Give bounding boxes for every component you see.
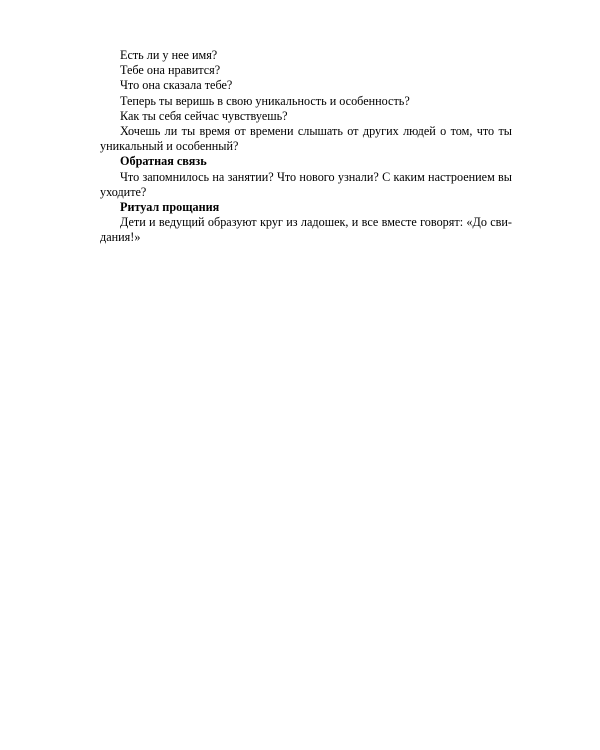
question-said: Что она сказала тебе? bbox=[120, 78, 233, 93]
farewell-heading: Ритуал прощания bbox=[120, 200, 220, 215]
document-body bbox=[100, 48, 512, 246]
feedback-heading: Обратная связь bbox=[120, 154, 207, 169]
question-feel: Как ты себя сейчас чувствуешь? bbox=[120, 108, 288, 123]
question-hear-others: Хочешь ли ты время от времени слышать от других людей о том, что ты уникальный и особенный? bbox=[100, 124, 512, 154]
feedback-paragraph: Что запомнилось на занятии? Что нового узнали? С каким настроением вы уходите? bbox=[100, 169, 512, 199]
farewell-paragraph: Дети и ведущий образуют круг из ладошек, и все вместе говорят: «До сви-дания!» bbox=[100, 215, 512, 245]
question-name: Есть ли у нее имя? bbox=[120, 48, 218, 62]
question-believe: Теперь ты веришь в свою уникальность и особенность? bbox=[120, 93, 410, 108]
question-like: Тебе она нравится? bbox=[120, 63, 221, 78]
